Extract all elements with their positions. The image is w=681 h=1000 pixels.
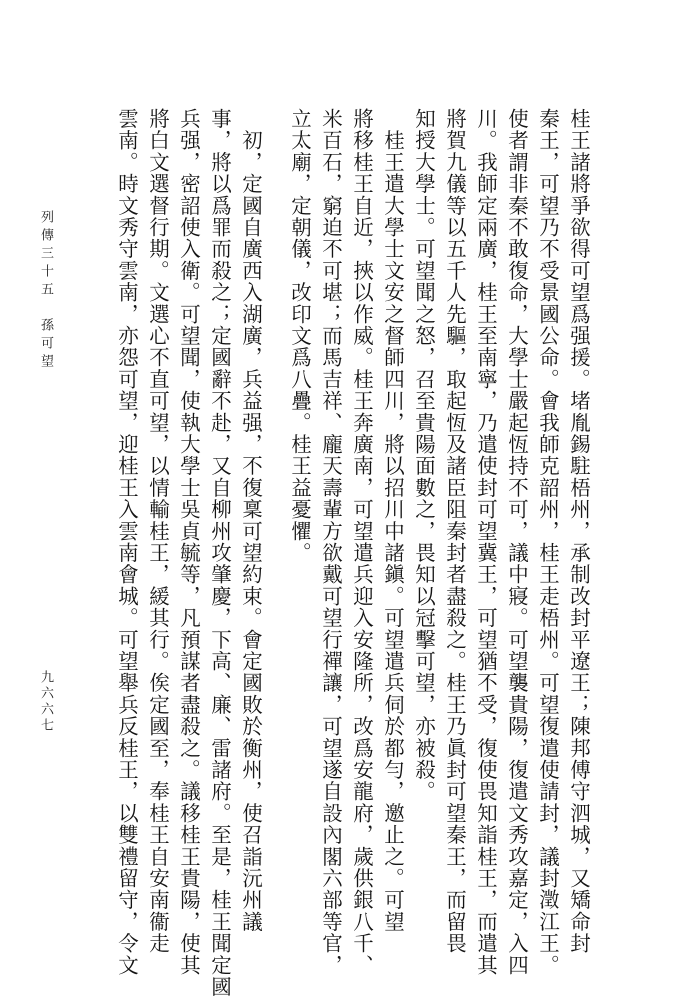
- text-column-3: 使者謂非秦不敢復命，大學士嚴起恆持不可，議中寢。可望襲貴陽，復遣文秀攻嘉定，入四: [504, 108, 529, 976]
- text-column-2: 秦王，可望乃不受景國公命。會我師克韶州，桂王走梧州。可望復遣使請封，議封澂江王。: [535, 108, 560, 976]
- text-column-11: 初，定國自廣西入湖廣，兵益强，不復稟可望約束。會定國敗於衡州，使召詣沅州議: [238, 108, 263, 933]
- text-column-5: 將賀九儀等以五千人先驅，取起恆及諸臣阻秦封者盡殺之。桂王乃眞封可望秦王，而留畏: [442, 108, 467, 955]
- running-header: 列傳三十五 孫可望: [38, 210, 53, 372]
- text-column-10: 立太廟，定朝儀，改印文爲八疊。桂王益憂懼。: [287, 108, 312, 564]
- text-column-7: 桂王遣大學士文安之督師四川，將以招川中諸鎭。可望遣兵伺於都勻，邀止之。可望: [380, 108, 405, 933]
- text-column-4: 川。我師定兩廣，桂王至南寧，乃遣使封可望冀王，可望猶不受，復使畏知詣桂王，而遣其: [473, 108, 498, 976]
- text-column-14: 將白文選督行期。文選心不直可望，以情輸桂王，緩其行。俟定國至，奉桂王自安南衞走: [145, 108, 170, 955]
- text-column-12: 事，將以爲罪而殺之；定國辭不赴，又自柳州攻肇慶，下高、廉、雷諸府。至是，桂王聞定國: [207, 108, 232, 998]
- page-number: 九六六七: [38, 670, 53, 734]
- text-column-13: 兵强，密詔使入衛。可望聞，使執大學士吳貞毓等，凡預謀者盡殺之。議移桂王貴陽，使其: [176, 108, 201, 976]
- text-column-8: 將移桂王自近，挾以作威。桂王奔廣南，可望遣兵迎入安隆所，改爲安龍府，歲供銀八千、: [349, 108, 374, 976]
- text-column-15: 雲南。時文秀守雲南，亦怨可望，迎桂王入雲南會城。可望舉兵反桂王，以雙禮留守，令文: [114, 108, 139, 976]
- text-column-1: 桂王諸將爭欲得可望爲强援。堵胤錫駐梧州，承制改封平遼王；陳邦傅守泗城，又矯命封: [566, 108, 591, 955]
- text-column-6: 知授大學士。可望聞之怒，召至貴陽面數之，畏知以冠擊可望，亦被殺。: [411, 108, 436, 803]
- text-column-9: 米百石，窮迫不可堪；而馬吉祥、龐天壽輩方欲戴可望行禪讓，可望遂自設內閣六部等官，: [318, 108, 343, 976]
